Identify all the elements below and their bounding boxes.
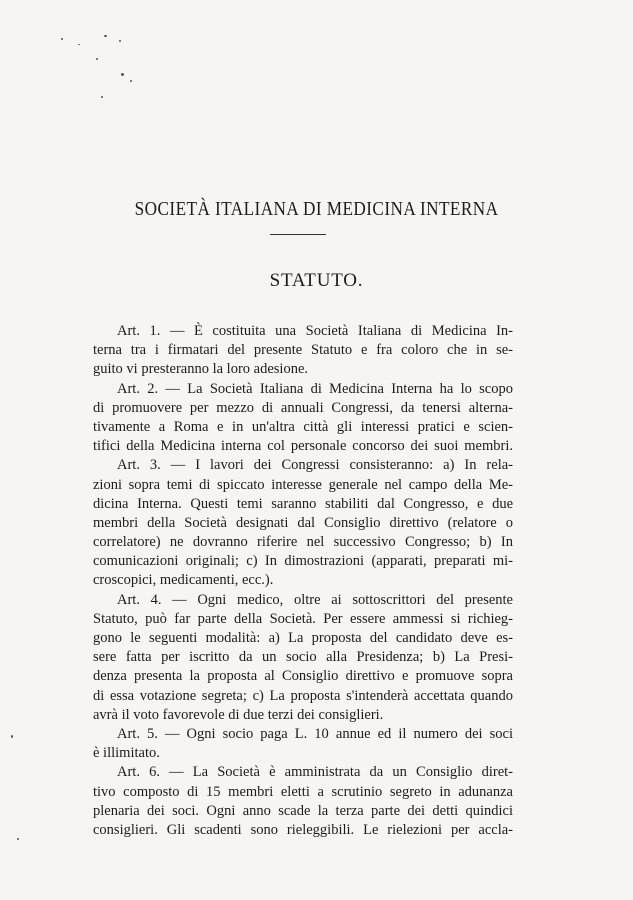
text-line: avrà il voto favorevole di due terzi dei consiglieri.: [93, 706, 384, 723]
text-line: croscopici, medicamenti, ecc.).: [93, 572, 274, 589]
statute-title: STATUTO.: [269, 270, 364, 291]
text-line: tivo composto di 15 membri eletti a scrutinio segreto in adunanza: [93, 783, 513, 800]
text-line: Art. 1. — È costituita una Società Italiana di Medicina In-: [117, 323, 513, 339]
text-line: zioni sopra temi di spiccato interesse generale nel campo della Me-: [93, 476, 513, 493]
text-line: guito vi presteranno la loro adesione.: [93, 361, 309, 378]
text-line: consiglieri. Gli scadenti sono rieleggibili. Le rielezioni per accla-: [93, 821, 513, 838]
scan-speck: [130, 80, 132, 82]
society-title: SOCIETÀ ITALIANA DI MEDICINA INTERNA: [134, 198, 499, 220]
text-line: gono le seguenti modalità: a) La proposta del candidato deve es-: [93, 630, 513, 646]
text-line: tifici della Medicina interna col personale concorso dei suoi membri.: [93, 438, 513, 455]
text-line: di promuovere per mezzo di annuali Congressi, da tenersi alterna-: [93, 399, 513, 416]
scan-speck: [96, 58, 98, 60]
scan-speck: [17, 838, 19, 840]
text-line: sere fatta per iscritto da un socio alla Presidenza; b) La Presi-: [93, 649, 513, 666]
text-line: Art. 3. — I lavori dei Congressi consisteranno: a) In rela-: [117, 457, 513, 474]
scan-speck: [78, 44, 80, 45]
statute-body: [93, 322, 513, 840]
text-line: comunicazioni originali; c) In dimostrazioni (apparati, preparati mi-: [93, 553, 513, 570]
text-line: Art. 4. — Ogni medico, oltre ai sottoscrittori del presente: [117, 591, 513, 608]
scan-speck: [11, 735, 13, 738]
text-line: plenaria dei soci. Ogni anno scade la terza parte dei detti quindici: [93, 802, 513, 819]
text-line: Statuto, può far parte della Società. Per essere ammessi si richieg-: [93, 610, 513, 627]
text-line: dicina Interna. Questi temi saranno stabiliti dal Congresso, e due: [93, 495, 513, 512]
text-line: di essa votazione segreta; c) La proposta s'intenderà accettata quando: [93, 687, 513, 704]
text-line: denza presenta la proposta al Consiglio direttivo e promuove sopra: [93, 668, 513, 685]
scan-speck: [121, 73, 124, 76]
title-divider: [270, 234, 326, 235]
scan-speck: [61, 38, 63, 40]
text-line: terna tra i firmatari del presente Statuto e fra coloro che in se-: [93, 342, 513, 359]
scan-speck: [119, 40, 121, 42]
text-line: Art. 2. — La Società Italiana di Medicina Interna ha lo scopo: [117, 380, 513, 397]
text-line: correlatore) ne dovranno riferire nel successivo Congresso; b) In: [93, 534, 513, 551]
text-line: Art. 6. — La Società è amministrata da un Consiglio diret-: [117, 764, 513, 781]
text-line: Art. 5. — Ogni socio paga L. 10 annue ed il numero dei soci: [117, 725, 513, 742]
scan-speck: [104, 35, 107, 37]
text-line: è illimitato.: [93, 745, 160, 762]
text-line: tivamente a Roma e in un'altra città gli interessi pratici e scien-: [93, 418, 513, 435]
text-line: membri della Società designati dal Consiglio direttivo (relatore o: [93, 514, 513, 531]
scan-speck: [101, 96, 103, 98]
